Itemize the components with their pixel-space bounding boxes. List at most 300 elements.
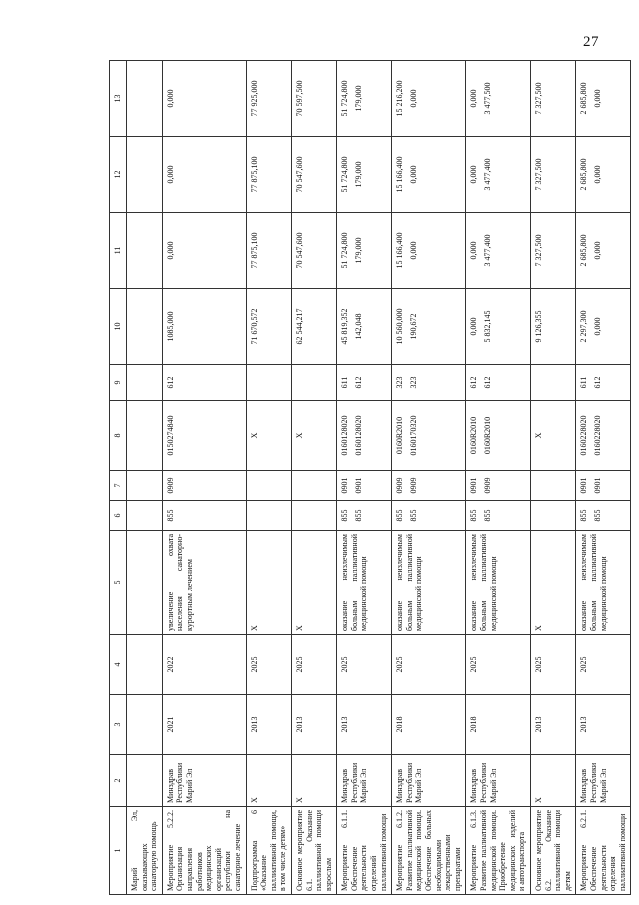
table-cell — [337, 695, 392, 755]
table-body — [110, 61, 631, 895]
cell-value: Мероприятие 6.1.2. Развитие паллиативной медицинской помощи. Обеспечение больных необходимыми лекарственными препаратами — [395, 810, 462, 891]
table-cell — [291, 61, 336, 137]
table-row — [127, 61, 163, 895]
cell-value: 2021 — [165, 716, 175, 733]
cell-value: 3 477,400 — [483, 158, 493, 191]
cell-value: 0901 — [354, 477, 364, 494]
header-cell: 5 — [110, 531, 127, 635]
table-cell — [466, 501, 531, 531]
cell-stack — [295, 404, 305, 467]
cell-value: Основное мероприятие 6.1. Оказание паллиативной помощи взрослым — [294, 810, 333, 891]
cell-value: 0,000 — [593, 241, 603, 260]
header-cell: 1 — [110, 807, 127, 895]
table-cell — [246, 501, 291, 531]
cell-value: 1085,000 — [165, 311, 175, 342]
cell-value: 70 547,600 — [294, 232, 304, 269]
cell-stack — [395, 810, 462, 891]
cell-stack — [534, 140, 544, 209]
cell-stack — [469, 292, 493, 361]
cell-stack — [579, 64, 603, 133]
cell-value: 15 166,400 — [395, 232, 405, 269]
cell-value: 0,000 — [469, 317, 479, 336]
cell-value: 2025 — [249, 656, 259, 673]
table-row — [291, 61, 336, 895]
table-cell — [530, 471, 575, 501]
cell-stack — [395, 698, 405, 751]
cell-stack — [250, 810, 288, 891]
cell-value: 2025 — [533, 656, 543, 673]
table-cell — [162, 471, 246, 501]
cell-stack — [579, 368, 603, 397]
cell-value: 2013 — [249, 716, 259, 733]
cell-stack — [340, 638, 350, 691]
cell-value: 612 — [593, 376, 603, 389]
cell-value: 179,000 — [354, 161, 364, 188]
table-row — [246, 61, 291, 895]
table-cell — [337, 755, 392, 807]
table-cell — [127, 289, 163, 365]
table-cell — [466, 471, 531, 501]
cell-value: 0,000 — [469, 89, 479, 108]
table-cell — [337, 471, 392, 501]
table-cell — [291, 365, 336, 401]
cell-value: 2 297,300 — [579, 310, 589, 343]
cell-value: 0,000 — [165, 89, 175, 108]
cell-stack — [166, 638, 176, 691]
cell-value: 855 — [469, 509, 479, 522]
cell-stack — [166, 534, 195, 631]
cell-value: 2013 — [579, 716, 589, 733]
cell-stack — [469, 216, 493, 285]
table-cell — [576, 137, 631, 213]
cell-stack — [340, 758, 369, 803]
table-cell — [162, 635, 246, 695]
table-row — [337, 61, 392, 895]
cell-value: Мероприятие 5.2.2. Организация направления работников медицинских организаций республики на санаторное лечение — [165, 810, 242, 891]
cell-stack — [340, 140, 364, 209]
cell-stack — [579, 638, 589, 691]
cell-value: 51 724,800 — [340, 232, 350, 269]
table-cell — [127, 61, 163, 137]
cell-stack — [469, 758, 498, 803]
cell-value: 0909 — [483, 477, 493, 494]
table-cell — [337, 289, 392, 365]
cell-value: 612 — [483, 376, 493, 389]
cell-value: 142,048 — [354, 313, 364, 340]
cell-value: 0,000 — [409, 89, 419, 108]
cell-value: 0909 — [165, 477, 175, 494]
header-cell: 8 — [110, 401, 127, 471]
cell-value: 2 685,800 — [579, 234, 589, 267]
cell-stack — [395, 140, 419, 209]
cell-value: Х — [294, 625, 304, 631]
cell-stack — [579, 810, 627, 891]
cell-value: Х — [249, 625, 259, 631]
cell-stack — [534, 292, 544, 361]
cell-value: 323 — [409, 376, 419, 389]
cell-stack — [469, 140, 493, 209]
cell-value: 2025 — [469, 656, 479, 673]
table-cell — [576, 213, 631, 289]
cell-value: 855 — [395, 509, 405, 522]
cell-stack — [534, 638, 544, 691]
table-cell — [127, 755, 163, 807]
cell-stack — [469, 404, 493, 467]
cell-stack — [166, 292, 176, 361]
cell-stack — [250, 638, 260, 691]
cell-value: Основное мероприятие 6.2. Оказание паллиативной помощи детям — [533, 810, 572, 891]
cell-stack — [250, 216, 260, 285]
table-cell — [392, 755, 466, 807]
cell-stack — [166, 140, 176, 209]
cell-stack — [295, 698, 305, 751]
cell-value: 855 — [165, 509, 175, 522]
cell-value: Марий Эл, оказывающих санаторную помощь — [130, 810, 159, 891]
cell-stack — [340, 404, 364, 467]
table-row — [392, 61, 466, 895]
cell-value: 0160128020 — [340, 415, 350, 456]
cell-stack — [250, 758, 260, 803]
table-cell — [291, 471, 336, 501]
table-cell — [291, 213, 336, 289]
cell-stack — [579, 404, 603, 467]
table-cell — [162, 755, 246, 807]
table-cell — [246, 61, 291, 137]
cell-stack — [469, 504, 493, 527]
table-row — [162, 61, 246, 895]
cell-stack — [295, 638, 305, 691]
cell-stack — [166, 404, 176, 467]
cell-stack — [250, 534, 260, 631]
cell-stack — [579, 758, 608, 803]
cell-stack — [340, 292, 364, 361]
cell-value: Минздрав Республики Марий Эл — [579, 762, 608, 803]
table-cell — [246, 755, 291, 807]
header-cell: 4 — [110, 635, 127, 695]
cell-stack — [340, 64, 364, 133]
cell-stack — [340, 698, 350, 751]
cell-value: 15 166,400 — [395, 156, 405, 193]
cell-stack — [340, 216, 364, 285]
cell-stack — [395, 368, 419, 397]
cell-value: 0901 — [579, 477, 589, 494]
header-cell: 6 — [110, 501, 127, 531]
cell-stack — [295, 810, 333, 891]
table-cell — [392, 401, 466, 471]
table-cell — [291, 501, 336, 531]
cell-value: Х — [533, 432, 543, 439]
cell-stack — [469, 638, 479, 691]
cell-stack — [395, 292, 419, 361]
table-cell — [530, 755, 575, 807]
table-cell — [530, 401, 575, 471]
cell-value: 2025 — [340, 656, 350, 673]
table-cell — [392, 289, 466, 365]
cell-stack — [534, 216, 544, 285]
cell-stack — [469, 368, 493, 397]
table-cell — [127, 213, 163, 289]
cell-stack — [395, 758, 424, 803]
cell-stack — [579, 474, 603, 497]
cell-value: 9 126,355 — [533, 310, 543, 343]
cell-value: 855 — [593, 509, 603, 522]
cell-value: Х — [294, 432, 304, 439]
cell-value: 0160228020 — [579, 415, 589, 456]
cell-stack — [295, 534, 305, 631]
table-cell — [127, 365, 163, 401]
cell-stack — [166, 64, 176, 133]
cell-stack — [295, 292, 305, 361]
header-cell: 12 — [110, 137, 127, 213]
header-cell: 3 — [110, 695, 127, 755]
cell-stack — [250, 404, 260, 467]
cell-stack — [295, 64, 305, 133]
table-cell — [466, 213, 531, 289]
cell-stack — [166, 474, 176, 497]
table-row — [530, 61, 575, 895]
table-cell — [392, 695, 466, 755]
cell-value: 0160128020 — [354, 415, 364, 456]
cell-stack — [166, 368, 176, 397]
cell-value: 0,000 — [593, 89, 603, 108]
table-cell — [530, 213, 575, 289]
cell-value: Х — [249, 432, 259, 439]
cell-value: 62 544,217 — [294, 308, 304, 345]
cell-value: 2025 — [294, 656, 304, 673]
cell-stack — [130, 810, 159, 891]
table-cell — [466, 695, 531, 755]
cell-value: Мероприятие 6.1.3. Развитие паллиативной медицинской помощи. Приобретение медицинских изделий и автотранспорта — [469, 810, 527, 891]
cell-value: 70 547,600 — [294, 156, 304, 193]
cell-stack — [395, 474, 419, 497]
table-cell — [162, 137, 246, 213]
cell-value: 0,000 — [409, 241, 419, 260]
table-cell — [162, 61, 246, 137]
cell-value: 179,000 — [354, 237, 364, 264]
table-cell — [466, 807, 531, 895]
cell-value: 2022 — [165, 656, 175, 673]
rotated-table-sheet — [109, 61, 627, 895]
table-cell — [466, 401, 531, 471]
cell-value: 855 — [409, 509, 419, 522]
cell-value: Минздрав Республики Марий Эл — [165, 762, 194, 803]
table-cell — [530, 289, 575, 365]
table-cell — [291, 755, 336, 807]
cell-value: 179,000 — [354, 85, 364, 112]
cell-stack — [579, 216, 603, 285]
cell-stack — [250, 698, 260, 751]
table-cell — [337, 61, 392, 137]
cell-value: 0,000 — [469, 241, 479, 260]
cell-value: 0,000 — [469, 165, 479, 184]
table-cell — [466, 289, 531, 365]
cell-stack — [395, 216, 419, 285]
table-cell — [127, 695, 163, 755]
cell-stack — [395, 504, 419, 527]
cell-stack — [295, 140, 305, 209]
table-cell — [392, 61, 466, 137]
cell-value: 612 — [354, 376, 364, 389]
cell-value: 0160170320 — [409, 415, 419, 456]
cell-stack — [340, 810, 388, 891]
cell-stack — [579, 140, 603, 209]
table-cell — [246, 289, 291, 365]
cell-value: увеличение охвата населения санаторно-курортным лечением — [165, 534, 194, 631]
cell-stack — [469, 474, 493, 497]
cell-value: 190,672 — [409, 313, 419, 340]
page-number: 27 — [583, 34, 599, 50]
header-cell: 7 — [110, 471, 127, 501]
table-cell — [466, 755, 531, 807]
table-cell — [246, 695, 291, 755]
table-cell — [127, 137, 163, 213]
cell-value: оказание неизлечимым больным паллиативной медицинской помощи — [579, 534, 608, 631]
cell-value: Минздрав Республики Марий Эл — [340, 762, 369, 803]
table-cell — [576, 501, 631, 531]
cell-stack — [250, 292, 260, 361]
cell-stack — [579, 698, 589, 751]
cell-value: 77 925,000 — [249, 80, 259, 117]
cell-stack — [534, 758, 544, 803]
cell-value: 70 597,500 — [294, 80, 304, 117]
header-cell: 10 — [110, 289, 127, 365]
cell-stack — [395, 638, 405, 691]
table-cell — [162, 365, 246, 401]
table-cell — [337, 807, 392, 895]
table-cell — [246, 635, 291, 695]
cell-value: Х — [249, 797, 259, 803]
cell-value: оказание неизлечимым больным паллиативной медицинской помощи — [469, 534, 498, 631]
cell-value: Мероприятие 6.1.1. Обеспечение деятельности отделений паллиативной помощи — [340, 810, 388, 891]
cell-value: 0901 — [593, 477, 603, 494]
cell-value: 611 — [579, 376, 589, 389]
table-cell — [392, 807, 466, 895]
cell-value: 2 685,800 — [579, 158, 589, 191]
cell-stack — [250, 140, 260, 209]
cell-value: Х — [294, 797, 304, 803]
cell-value: 77 875,100 — [249, 232, 259, 269]
header-cell: 9 — [110, 365, 127, 401]
table-cell — [530, 365, 575, 401]
cell-value: 855 — [340, 509, 350, 522]
table-cell — [530, 695, 575, 755]
table-cell — [576, 365, 631, 401]
cell-value: 3 477,500 — [483, 82, 493, 115]
table-cell — [337, 137, 392, 213]
table-cell — [530, 531, 575, 635]
table-cell — [337, 635, 392, 695]
table-cell — [576, 635, 631, 695]
cell-value: 2013 — [294, 716, 304, 733]
cell-value: 0901 — [469, 477, 479, 494]
cell-value: Минздрав Республики Марий Эл — [395, 762, 424, 803]
table-row — [576, 61, 631, 895]
table-cell — [162, 213, 246, 289]
cell-value: 0,000 — [593, 165, 603, 184]
table-cell — [392, 531, 466, 635]
cell-stack — [469, 698, 479, 751]
table-cell — [576, 807, 631, 895]
cell-value: 0160R2010 — [483, 416, 493, 455]
table-cell — [291, 401, 336, 471]
cell-stack — [579, 292, 603, 361]
cell-stack — [469, 64, 493, 133]
table-cell — [162, 531, 246, 635]
table-cell — [246, 213, 291, 289]
table-cell — [466, 531, 531, 635]
table-cell — [127, 401, 163, 471]
table-cell — [576, 401, 631, 471]
cell-stack — [395, 404, 419, 467]
table-cell — [392, 635, 466, 695]
table-cell — [392, 501, 466, 531]
cell-value: 5 832,145 — [483, 310, 493, 343]
table-cell — [127, 531, 163, 635]
cell-stack — [166, 216, 176, 285]
table-cell — [392, 137, 466, 213]
table-cell — [162, 695, 246, 755]
cell-stack — [340, 368, 364, 397]
cell-stack — [340, 474, 364, 497]
cell-stack — [340, 504, 364, 527]
cell-value: 323 — [395, 376, 405, 389]
table-cell — [466, 137, 531, 213]
table-cell — [530, 137, 575, 213]
cell-value: 51 724,800 — [340, 156, 350, 193]
cell-value: 0160R2010 — [469, 416, 479, 455]
cell-stack — [534, 698, 544, 751]
table-cell — [337, 365, 392, 401]
cell-value: 71 670,572 — [249, 308, 259, 345]
table-cell — [337, 401, 392, 471]
table-cell — [246, 471, 291, 501]
cell-value: 7 327,500 — [533, 234, 543, 267]
table-cell — [246, 401, 291, 471]
cell-value: 0160R2010 — [395, 416, 405, 455]
table-cell — [576, 755, 631, 807]
cell-value: 0,000 — [165, 241, 175, 260]
table-cell — [466, 635, 531, 695]
table-cell — [127, 807, 163, 895]
cell-stack — [534, 64, 544, 133]
cell-value: 2 685,800 — [579, 82, 589, 115]
cell-value: 15 216,200 — [395, 80, 405, 117]
cell-value: 855 — [483, 509, 493, 522]
table-cell — [127, 501, 163, 531]
cell-value: 612 — [469, 376, 479, 389]
table-row — [466, 61, 531, 895]
table-cell — [246, 807, 291, 895]
cell-value: 45 819,352 — [340, 308, 350, 345]
cell-stack — [166, 810, 243, 891]
table-cell — [337, 213, 392, 289]
table-cell — [466, 365, 531, 401]
table-cell — [127, 635, 163, 695]
table-cell — [530, 807, 575, 895]
table-cell — [291, 695, 336, 755]
cell-value: 2018 — [469, 716, 479, 733]
table-cell — [392, 365, 466, 401]
cell-value: 0901 — [340, 477, 350, 494]
cell-value: 2013 — [533, 716, 543, 733]
table-cell — [576, 695, 631, 755]
cell-stack — [469, 810, 527, 891]
cell-stack — [534, 534, 544, 631]
table-cell — [246, 137, 291, 213]
table-cell — [576, 471, 631, 501]
table-cell — [337, 531, 392, 635]
cell-value: 855 — [354, 509, 364, 522]
